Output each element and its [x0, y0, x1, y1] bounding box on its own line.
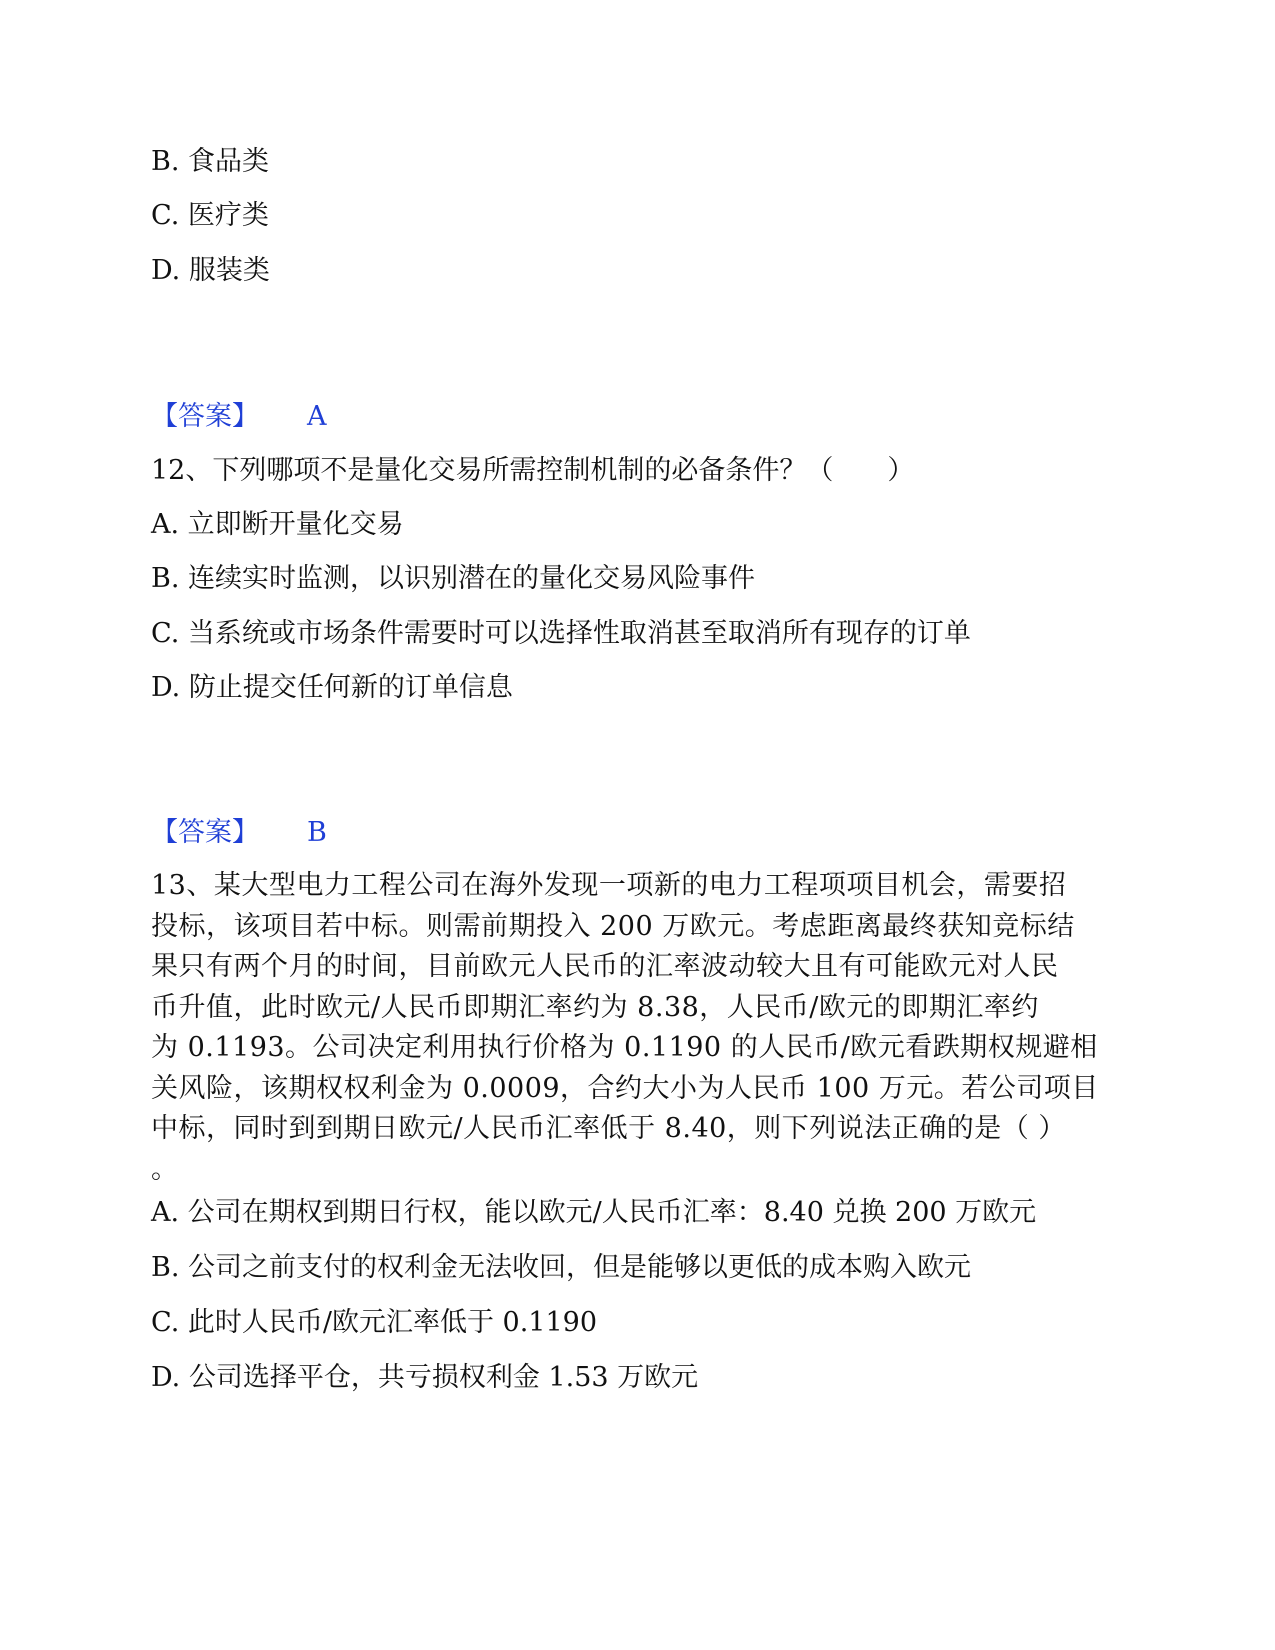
q13-question-line: 果只有两个月的时间，目前欧元人民币的汇率波动较大且有可能欧元对人民	[151, 951, 1059, 982]
answer-label: 【答案】	[151, 401, 259, 432]
q13-question-line: 。	[151, 1153, 179, 1185]
q13-question-line: 关风险，该期权权利金为 0.0009，合约大小为人民币 100 万元。若公司项目	[151, 1072, 1099, 1104]
answer-value: A	[307, 401, 327, 432]
q13-question	[151, 866, 1121, 1190]
q12-question: 12、下列哪项不是量化交易所需控制机制的必备条件？（ ）	[151, 455, 915, 486]
q13-question-line: 中标，同时到到期日欧元/人民币汇率低于 8.40，则下列说法正确的是（ ）	[151, 1113, 1066, 1144]
q12-answer	[151, 818, 327, 848]
q13-option-a: A. 公司在期权到期日行权，能以欧元/人民币汇率：8.40 兑换 200 万欧元	[151, 1197, 1037, 1228]
q13-question-line: 为 0.1193。公司决定利用执行价格为 0.1190 的人民币/欧元看跌期权规避相	[151, 1032, 1098, 1063]
q13-option-b: B. 公司之前支付的权利金无法收回，但是能够以更低的成本购入欧元	[151, 1252, 972, 1283]
answer-value: B	[307, 817, 327, 848]
q11-option-d: D. 服装类	[151, 255, 270, 286]
q13-question-line: 币升值，此时欧元/人民币即期汇率约为 8.38，人民币/欧元的即期汇率约	[151, 991, 1039, 1023]
q11-option-b: B. 食品类	[151, 146, 270, 177]
q12-option-a: A. 立即断开量化交易	[151, 509, 404, 540]
q11-answer	[151, 402, 327, 432]
q11-option-c: C. 医疗类	[151, 200, 269, 231]
q13-question-line: 13、某大型电力工程公司在海外发现一项新的电力工程项项目机会，需要招	[151, 870, 1067, 901]
q13-option-d: D. 公司选择平仓，共亏损权利金 1.53 万欧元	[151, 1362, 699, 1393]
answer-label: 【答案】	[151, 817, 259, 848]
q13-question-line: 投标，该项目若中标。则需前期投入 200 万欧元。考虑距离最终获知竞标结	[151, 910, 1075, 942]
q13-option-c: C. 此时人民币/欧元汇率低于 0.1190	[151, 1307, 598, 1338]
q12-option-b: B. 连续实时监测，以识别潜在的量化交易风险事件	[151, 563, 756, 594]
q12-option-c: C. 当系统或市场条件需要时可以选择性取消甚至取消所有现存的订单	[151, 618, 971, 649]
q12-option-d: D. 防止提交任何新的订单信息	[151, 672, 513, 703]
